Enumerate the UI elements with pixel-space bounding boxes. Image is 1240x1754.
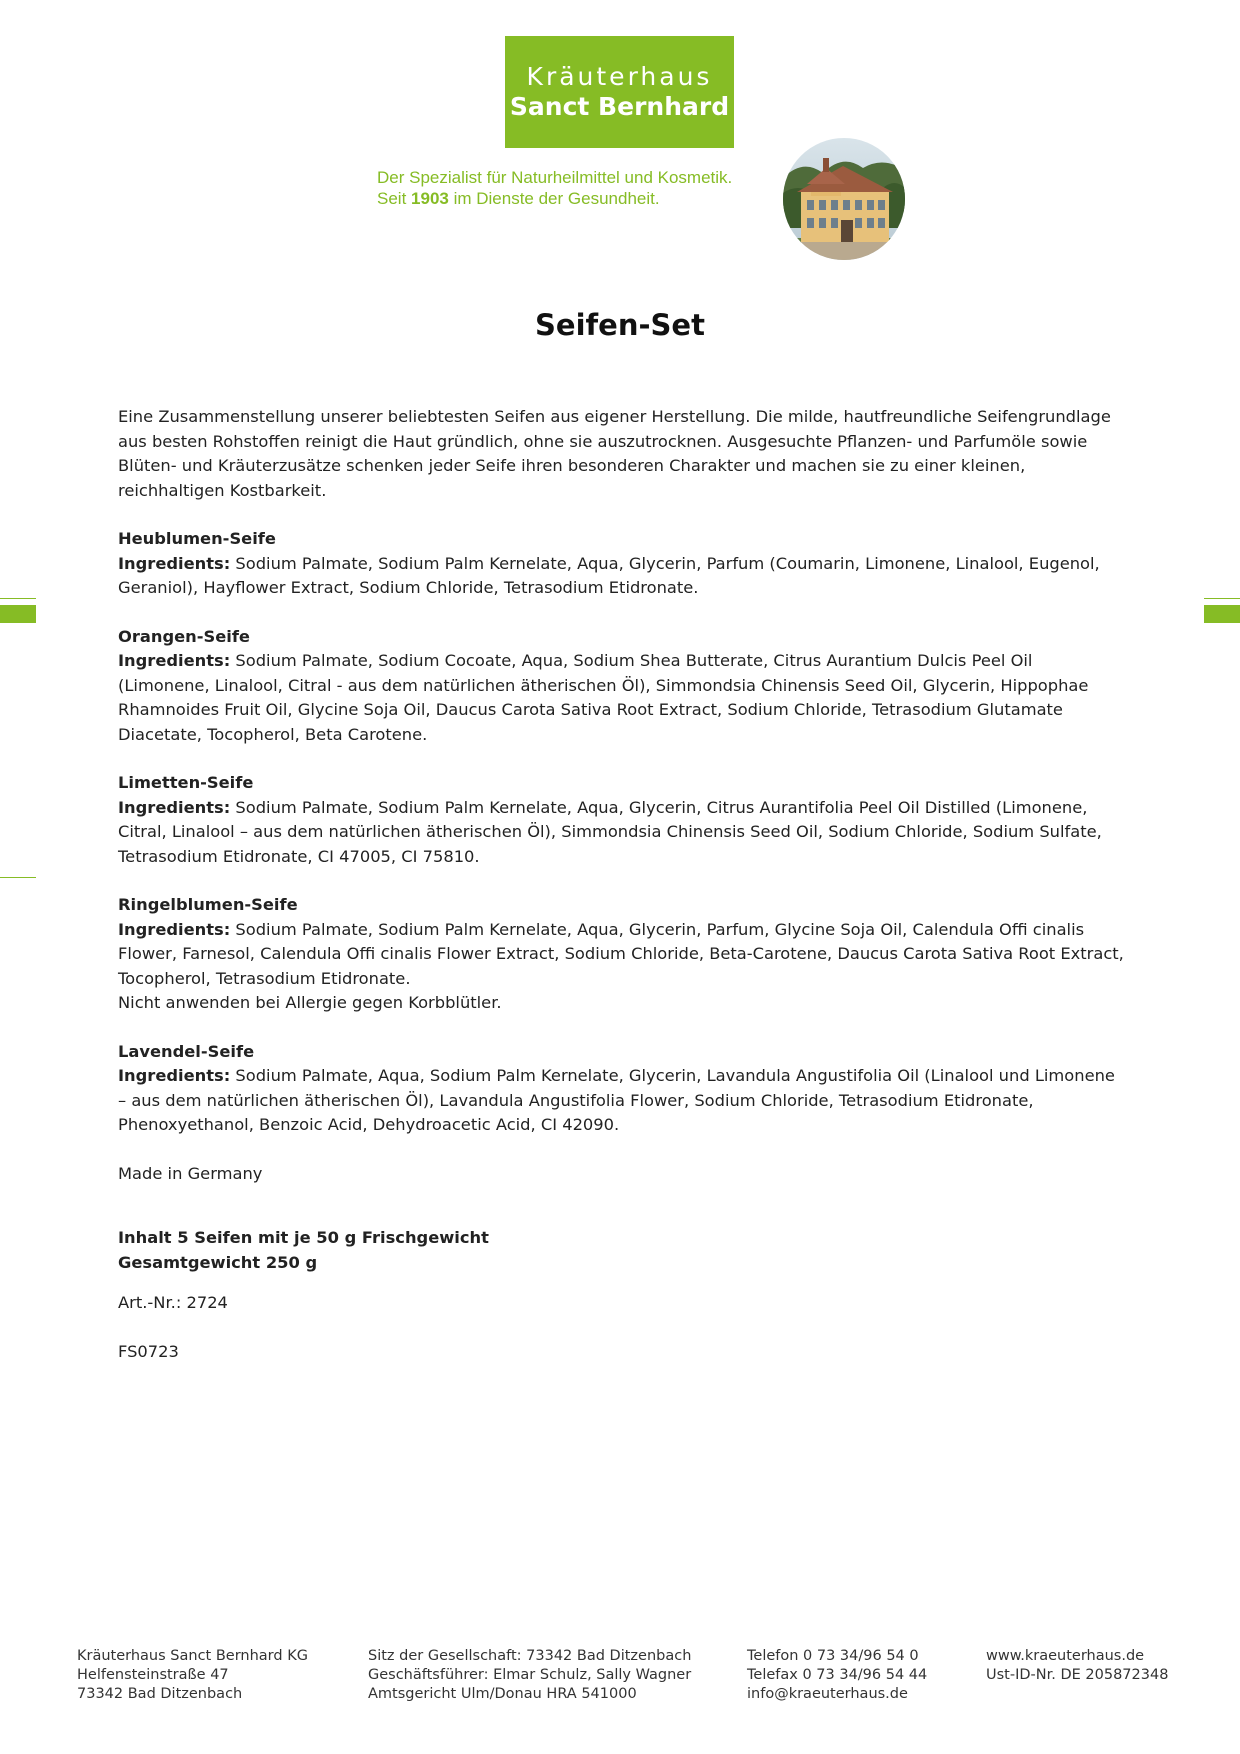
document-code: FS0723 xyxy=(118,1341,179,1361)
fold-mark-left-line xyxy=(0,598,36,599)
building-photo xyxy=(783,138,905,260)
product-description xyxy=(118,405,1128,1364)
ingredients-label: Ingredients: xyxy=(118,919,231,939)
logo-line-1: Kräuterhaus xyxy=(526,62,713,91)
soap-section-heublumen xyxy=(118,527,1128,601)
footer-fax: Telefax 0 73 34/96 54 44 xyxy=(747,1667,928,1683)
footer-line: Geschäftsführer: Elmar Schulz, Sally Wagner xyxy=(368,1667,692,1683)
fold-mark-right-line xyxy=(1204,598,1240,599)
soap-name: Lavendel-Seife xyxy=(118,1041,255,1061)
tagline-prefix: Seit xyxy=(377,189,412,208)
ingredients-text: Sodium Palmate, Sodium Palm Kernelate, Aqua, Glycerin, Citrus Aurantifolia Peel Oil Distilled (Limonene, Citral, Linalool – aus dem natürlichen ätherischen Öl), Simmondsia Chinensis Seed Oil, Sodium Chloride, Sodium Sulfate, Tetrasodium Etidronate, CI 47005, CI 75810. xyxy=(118,797,1102,866)
footer-web xyxy=(986,1647,1168,1685)
soap-name: Heublumen-Seife xyxy=(118,529,276,548)
soap-ingredients xyxy=(118,918,1128,992)
fold-mark-left-bar xyxy=(0,605,36,623)
contents-summary xyxy=(118,1226,1128,1275)
footer-contact xyxy=(747,1647,927,1704)
soap-name: Orangen-Seife xyxy=(118,626,250,646)
footer-line: Sitz der Gesellschaft: 73342 Bad Ditzenbach xyxy=(368,1648,692,1664)
allergy-note: Nicht anwenden bei Allergie gegen Korbblütler. xyxy=(118,993,502,1012)
article-number: Art.-Nr.: 2724 xyxy=(118,1293,228,1312)
footer-vat-id: Ust-ID-Nr. DE 205872348 xyxy=(986,1667,1169,1683)
ingredients-text: Sodium Palmate, Aqua, Sodium Palm Kernelate, Glycerin, Lavandula Angustifolia Oil (Linalool und Limonene – aus dem natürlichen ätherischen Öl), Lavandula Angustifolia Flower, Sodium Chloride, Tetrasodium Etidronate, Phenoxyethanol, Benzoic Acid, Dehydroacetic Acid, CI 42090. xyxy=(118,1066,1115,1134)
footer-company xyxy=(77,1647,308,1704)
building-image xyxy=(783,138,905,260)
ingredients-label: Ingredients: xyxy=(118,651,231,670)
soap-ingredients xyxy=(118,649,1128,747)
tagline-line-1: Der Spezialist für Naturheilmittel und Kosmetik. xyxy=(377,168,733,187)
ingredients-label: Ingredients: xyxy=(118,553,231,573)
fold-mark-right-bar xyxy=(1204,605,1240,623)
made-in: Made in Germany xyxy=(118,1163,263,1183)
intro-paragraph: Eine Zusammenstellung unserer beliebtesten Seifen aus eigener Herstellung. Die milde, hautfreundliche Seifengrundlage aus besten Rohstoffen reinigt die Haut gründlich, ohne sie auszutrocknen. Ausgesuchte Pflanzen- und Parfumöle sowie Blüten- und Kräuterzusätze schenken jeder Seife ihren besonderen Charakter und machen sie zu einer kleinen, reichhaltigen Kostbarkeit. xyxy=(118,407,1111,500)
soap-section-limetten xyxy=(118,771,1128,869)
tagline xyxy=(377,167,732,209)
ingredients-label: Ingredients: xyxy=(118,1066,231,1085)
fold-mark-left-lower xyxy=(0,877,36,878)
footer-website-link[interactable]: www.kraeuterhaus.de xyxy=(986,1648,1145,1664)
footer-line: 73342 Bad Ditzenbach xyxy=(77,1686,243,1702)
ingredients-label: Ingredients: xyxy=(118,797,231,817)
footer-line: Amtsgericht Ulm/Donau HRA 541000 xyxy=(368,1686,637,1702)
soap-ingredients xyxy=(118,1064,1128,1138)
soap-section-lavendel xyxy=(118,1040,1128,1138)
page-title: Seifen-Set xyxy=(535,308,705,342)
brand-logo xyxy=(505,36,734,148)
contents-line: Inhalt 5 Seifen mit je 50 g Frischgewicht xyxy=(118,1228,489,1247)
total-weight-line: Gesamtgewicht 250 g xyxy=(118,1252,318,1272)
ingredients-text: Sodium Palmate, Sodium Palm Kernelate, Aqua, Glycerin, Parfum (Coumarin, Limonene, Linalool, Eugenol, Geraniol), Hayflower Extract, Sodium Chloride, Tetrasodium Etidronate. xyxy=(118,553,1100,597)
footer-line: Kräuterhaus Sanct Bernhard KG xyxy=(77,1648,308,1664)
tagline-suffix: im Dienste der Gesundheit. xyxy=(448,189,660,208)
soap-ingredients xyxy=(118,796,1128,870)
soap-ingredients xyxy=(118,552,1128,601)
tagline-year: 1903 xyxy=(411,189,449,208)
logo-line-2: Sanct Bernhard xyxy=(509,92,730,121)
soap-section-orangen xyxy=(118,625,1128,748)
soap-name: Limetten-Seife xyxy=(118,773,254,792)
soap-section-ringelblumen xyxy=(118,893,1128,1016)
tagline-line-2 xyxy=(377,188,732,209)
soap-name: Ringelblumen-Seife xyxy=(118,895,298,914)
footer-line: Helfensteinstraße 47 xyxy=(77,1667,229,1683)
ingredients-text: Sodium Palmate, Sodium Cocoate, Aqua, Sodium Shea Butterate, Citrus Aurantium Dulcis Peel Oil (Limonene, Linalool, Citral - aus dem natürlichen ätherischen Öl), Simmondsia Chinensis Seed Oil, Glycerin, Hippophae Rhamnoides Fruit Oil, Glycine Soja Oil, Daucus Carota Sativa Root Extract, Sodium Chloride, Tetrasodium Glutamate Diacetate, Tocopherol, Beta Carotene. xyxy=(118,651,1089,744)
footer-email[interactable]: info@kraeuterhaus.de xyxy=(747,1686,908,1702)
footer-phone: Telefon 0 73 34/96 54 0 xyxy=(747,1648,919,1664)
footer-legal xyxy=(368,1647,691,1704)
ingredients-text: Sodium Palmate, Sodium Palm Kernelate, Aqua, Glycerin, Parfum, Glycine Soja Oil, Calendula Offi cinalis Flower, Farnesol, Calendula Offi cinalis Flower Extract, Sodium Chloride, Beta-Carotene, Daucus Carota Sativa Root Extract, Tocopherol, Tetrasodium Etidronate. xyxy=(118,919,1124,988)
